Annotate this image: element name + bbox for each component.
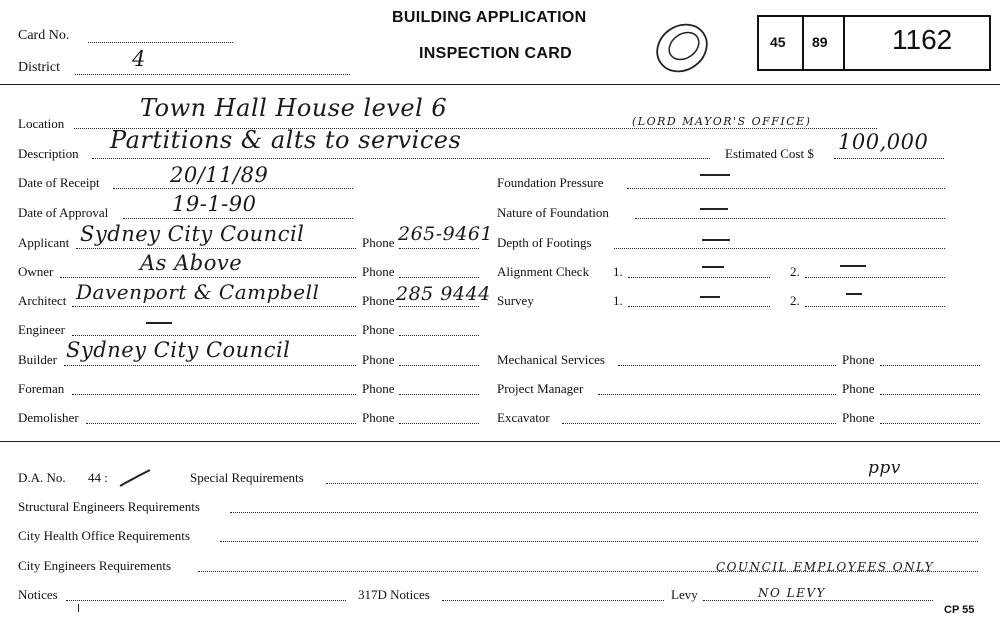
header-rule [0,84,1000,85]
foreman-line[interactable] [72,394,356,395]
engineer-line[interactable] [72,335,356,336]
da-no-stroke [116,466,156,490]
demolisher-phone-line[interactable] [399,423,479,424]
description-label: Description [18,146,79,161]
date-of-approval-value: 19-1-90 [172,192,257,216]
date-of-approval-label: Date of Approval [18,205,109,220]
da-no-prefix: 44 : [88,470,108,485]
owner-phone-line[interactable] [399,277,479,278]
date-of-receipt-value: 20/11/89 [170,163,269,187]
foundation-pressure-label: Foundation Pressure [497,175,604,190]
district-value: 4 [132,47,146,71]
engineer-phone-line[interactable] [399,335,479,336]
survey-2-dash [846,293,862,295]
builder-value: Sydney City Council [66,338,291,362]
applicant-phone-value: 265-9461 [398,223,494,245]
applicant-phone-line[interactable] [399,248,479,249]
structural-engineers-label: Structural Engineers Requirements [18,499,200,514]
nature-of-foundation-line[interactable] [635,218,945,219]
location-value: Town Hall House level 6 [140,94,448,122]
demolisher-label: Demolisher [18,410,79,425]
nature-of-foundation-label: Nature of Foundation [497,205,609,220]
builder-label: Builder [18,352,57,367]
city-engineers-label: City Engineers Requirements [18,558,172,573]
builder-line[interactable] [64,365,356,366]
owner-value: As Above [140,251,243,275]
city-health-label: City Health Office Requirements [18,528,190,543]
engineer-phone-label: Phone [362,322,395,337]
structural-engineers-line[interactable] [230,512,978,513]
da-no-label: D.A. No. [18,470,66,485]
alignment-check-2-line[interactable] [805,277,945,278]
owner-phone-label: Phone [362,264,395,279]
depth-of-footings-dash [702,239,730,241]
card-no-line[interactable] [88,42,233,43]
depth-of-footings-line[interactable] [614,248,945,249]
date-of-receipt-label: Date of Receipt [18,175,100,190]
architect-line[interactable] [72,306,356,307]
alignment-check-1-line[interactable] [628,277,770,278]
description-value: Partitions & alts to services [110,126,462,154]
survey-2-line[interactable] [805,306,945,307]
applicant-label: Applicant [18,235,70,250]
alignment-check-label: Alignment Check [497,264,590,279]
circled-zero-mark [640,14,720,82]
city-engineers-value: COUNCIL EMPLOYEES ONLY [716,560,935,574]
box-cell-1: 45 [770,34,786,50]
project-manager-phone-label: Phone [842,381,875,396]
card-number-box [757,15,991,71]
excavator-label: Excavator [497,410,550,425]
mechanical-services-line[interactable] [618,365,836,366]
project-manager-phone-line[interactable] [880,394,980,395]
project-manager-label: Project Manager [497,381,584,396]
survey-1-dash [700,296,720,298]
foundation-pressure-line[interactable] [627,188,945,189]
excavator-line[interactable] [562,423,836,424]
mechanical-services-phone-label: Phone [842,352,875,367]
demolisher-phone-label: Phone [362,410,395,425]
levy-value: NO LEVY [758,586,826,600]
city-health-line[interactable] [220,541,978,542]
special-requirements-value: ppv [868,458,901,478]
margin-tick [78,604,79,612]
notices-line[interactable] [66,600,346,601]
survey-1-label: 1. [613,293,623,308]
alignment-check-2-label: 2. [790,264,800,279]
foundation-pressure-dash [700,174,730,176]
architect-label: Architect [18,293,67,308]
applicant-line[interactable] [76,248,356,249]
notices-label: Notices [18,587,58,602]
architect-phone-label: Phone [362,293,395,308]
alignment-check-2-dash [840,265,866,267]
applicant-value: Sydney City Council [80,222,305,246]
card-no-label: Card No. [18,28,70,43]
owner-label: Owner [18,264,54,279]
depth-of-footings-label: Depth of Footings [497,235,592,250]
special-requirements-line[interactable] [326,483,978,484]
excavator-phone-line[interactable] [880,423,980,424]
mechanical-services-phone-line[interactable] [880,365,980,366]
architect-phone-line[interactable] [399,306,479,307]
owner-line[interactable] [60,277,356,278]
card-number: 1162 [892,24,953,55]
estimated-cost-label: Estimated Cost $ [725,146,814,161]
box-divider-2 [843,17,845,69]
box-cell-2: 89 [812,34,828,50]
foreman-label: Foreman [18,381,65,396]
applicant-phone-label: Phone [362,235,395,250]
architect-value: Davenport & Campbell [76,280,320,304]
form-code: CP 55 [944,604,975,616]
description-line[interactable] [92,158,710,159]
district-line[interactable] [75,74,350,75]
special-requirements-label: Special Requirements [190,470,304,485]
estimated-cost-line[interactable] [834,158,944,159]
location-label: Location [18,116,65,131]
notices-317d-label: 317D Notices [358,587,430,602]
builder-phone-label: Phone [362,352,395,367]
engineer-label: Engineer [18,322,65,337]
levy-label: Levy [671,587,698,602]
title-line-1: BUILDING APPLICATION [392,9,587,26]
demolisher-line[interactable] [86,423,356,424]
date-of-receipt-line[interactable] [113,188,353,189]
title-line-2: INSPECTION CARD [419,45,572,62]
notices-317d-line[interactable] [442,600,664,601]
survey-1-line[interactable] [628,306,770,307]
nature-of-foundation-dash [700,208,728,210]
project-manager-line[interactable] [598,394,836,395]
survey-label: Survey [497,293,534,308]
survey-2-label: 2. [790,293,800,308]
foreman-phone-line[interactable] [399,394,479,395]
architect-phone-value: 285 9444 [396,283,491,305]
foreman-phone-label: Phone [362,381,395,396]
date-of-approval-line[interactable] [123,218,353,219]
district-label: District [18,60,60,75]
engineer-dash [146,322,172,324]
box-divider-1 [802,17,804,69]
section-divider [0,441,1000,442]
alignment-check-1-label: 1. [613,264,623,279]
builder-phone-line[interactable] [399,365,479,366]
excavator-phone-label: Phone [842,410,875,425]
estimated-cost-value: 100,000 [838,130,929,154]
alignment-check-1-dash [702,266,724,268]
mechanical-services-label: Mechanical Services [497,352,605,367]
location-note: (LORD MAYOR'S OFFICE) [632,115,812,128]
